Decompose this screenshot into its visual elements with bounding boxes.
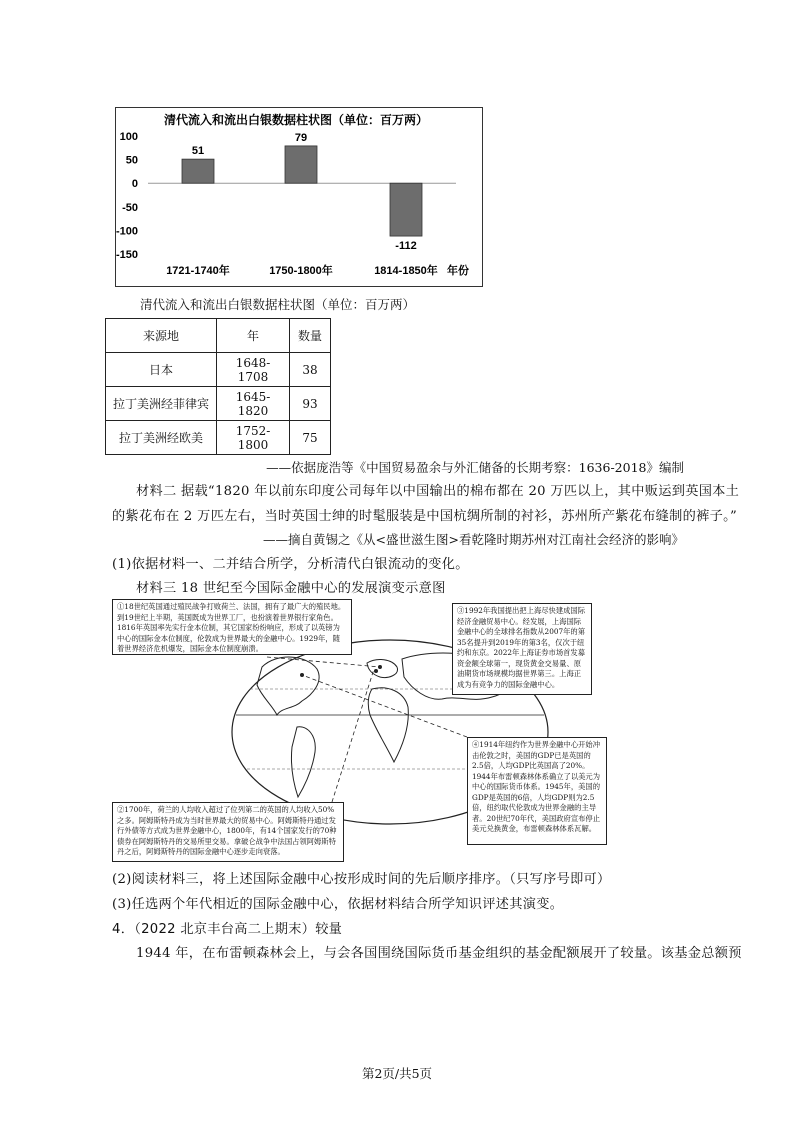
x-category-label: 1750-1800年 — [269, 265, 333, 277]
callout-london: ①18世纪英国通过殖民战争打败荷兰、法国，拥有了最广大的殖民地。到19世纪上半期，英国既成为世界工厂，也扮演着世界银行家角色。1816年英国率先实行金本位制，其它国家纷纷响应，形成了以英镑为中心的国际金本位制度，伦敦成为世界最大的金融中心。1929年，随着世界经济危机爆发，国际金本位制度崩溃。 — [112, 599, 352, 655]
table-cell: 1648-1708 — [217, 353, 290, 387]
chart-canvas — [116, 108, 482, 286]
material2-line1: 材料二 据载“1820 年以前东印度公司每年以中国输出的棉布都在 20 万匹以上，其中贩运到英国本土 — [136, 484, 740, 499]
silver-flow-bar-chart — [115, 107, 483, 287]
london-marker — [378, 665, 382, 669]
material2-source: ——摘自黄锡之《从<盛世滋生图>看乾隆时期苏州对江南社会经济的影响》 — [263, 532, 684, 547]
callout-amsterdam: ②1700年，荷兰的人均收入超过了位列第二的英国的人均收入50%之多。阿姆斯特丹成为当时世界最大的贸易中心。阿姆斯特丹通过发行外债等方式成为世界金融中心，1800年，有14个国家发行的70种债券在阿姆斯特丹的交易所里交易。拿破仑战争中法国占领阿姆斯特丹之后，阿姆斯特丹的国际金融中心逐步走向衰落。 — [112, 802, 344, 862]
table-cell: 93 — [290, 387, 331, 421]
callout-shanghai: ③1992年我国提出把上海尽快建成国际经济金融贸易中心。经发展，上海国际金融中心的全球排名指数从2007年的第35名提升到2019年的第3名，仅次于纽约和东京。2022年上海证券市场首发募资金额全球第一，现货黄金交易量、原油期货市场规模均据世界第三。上海正成为有竞争力的国际金融中心。 — [452, 603, 592, 695]
y-tick-label: -50 — [122, 201, 138, 214]
table-header-row — [106, 319, 331, 353]
bar — [390, 183, 422, 236]
table-cell: 拉丁美洲经菲律宾 — [106, 387, 217, 421]
x-category-label: 1721-1740年 — [166, 265, 230, 277]
material3-title: 材料三 18 世纪至今国际金融中心的发展演变示意图 — [136, 581, 446, 596]
y-tick-label: -150 — [116, 249, 138, 261]
y-tick-label: 100 — [119, 131, 138, 143]
y-tick-label: 0 — [131, 178, 138, 191]
table-header-cell: 数量 — [290, 319, 331, 353]
table-row — [106, 353, 331, 387]
chart-caption: 清代流入和流出白银数据柱状图（单位：百万两） — [140, 297, 416, 312]
newyork-marker — [300, 673, 304, 677]
bar-value-label: 51 — [191, 145, 205, 158]
amsterdam-marker — [374, 669, 378, 673]
x-axis-label: 年份 — [447, 265, 469, 277]
table-source-citation: ——依据庞浩等《中国贸易盈余与外汇储备的长期考察：1636-2018》编制 — [266, 460, 684, 475]
question-4-text: 1944 年，在布雷顿森林会上，与会各国围绕国际货币基金组织的基金配额展开了较量。该基金总额预 — [136, 946, 742, 961]
question-4-title: 4．（2022 北京丰台高二上期末）较量 — [112, 922, 343, 937]
material2-line2: 的紫花布在 2 万匹左右，当时英国士绅的时髦服装是中国杭绸所制的衬衫，苏州所产紫花布缝制的裤子。” — [112, 509, 738, 524]
table-cell: 日本 — [106, 353, 217, 387]
table-row — [106, 421, 331, 455]
table-row — [106, 387, 331, 421]
x-category-label: 1814-1850年 — [374, 265, 438, 277]
page-footer: 第2页/共5页 — [361, 1066, 433, 1081]
question-2: (2)阅读材料三，将上述国际金融中心按形成时间的先后顺序排序。（只写序号即可） — [112, 872, 611, 887]
bar — [285, 146, 317, 183]
table-cell: 1645-1820 — [217, 387, 290, 421]
y-tick-label: 50 — [125, 154, 138, 167]
table-cell: 38 — [290, 353, 331, 387]
silver-source-table — [105, 318, 331, 455]
question-3: (3)任选两个年代相近的国际金融中心，依据材料结合所学知识评述其演变。 — [112, 897, 564, 912]
chart-title: 清代流入和流出白银数据柱状图（单位：百万两） — [163, 113, 429, 127]
table-header-cell: 年 — [217, 319, 290, 353]
bar — [182, 159, 214, 183]
callout-newyork: ④1914年纽约作为世界金融中心开始冲击伦敦之时，美国的GDP已是英国的2.5倍，人均GDP比英国高了20%。1944年布雷顿森林体系确立了以美元为中心的国际货币体系。1945年，美国的GDP是英国的6倍，人均GDP则为2.5倍，纽约取代伦敦成为世界金融的主导者。20世纪70年代，美国政府宣布停止美元兑换黄金，布雷顿森林体系瓦解。 — [467, 737, 607, 845]
bar-value-label: 79 — [294, 131, 308, 144]
table-cell: 拉丁美洲经欧美 — [106, 421, 217, 455]
financial-center-map-figure — [112, 597, 682, 867]
table-cell: 75 — [290, 421, 331, 455]
table-header-cell: 来源地 — [106, 319, 217, 353]
table-cell: 1752-1800 — [217, 421, 290, 455]
question-1: (1)依据材料一、二并结合所学，分析清代白银流动的变化。 — [112, 557, 469, 572]
bar-value-label: -112 — [395, 240, 417, 253]
y-tick-label: -100 — [116, 225, 138, 238]
